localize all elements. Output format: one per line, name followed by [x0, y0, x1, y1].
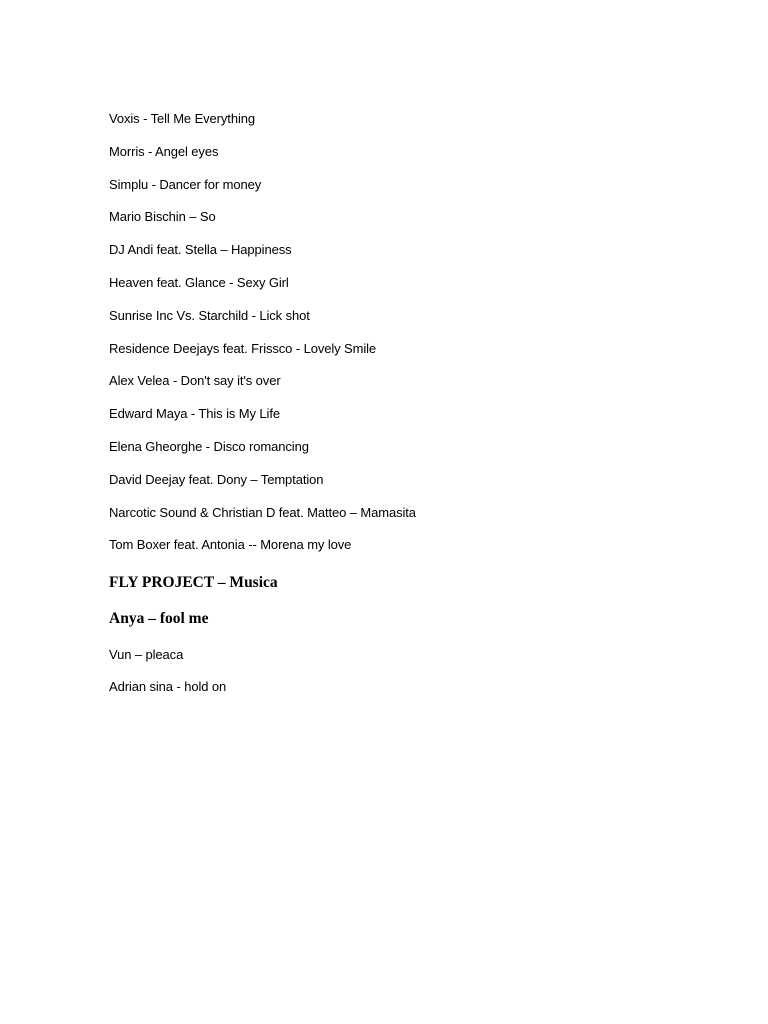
song-line: Sunrise Inc Vs. Starchild - Lick shot [109, 308, 310, 323]
song-line: Morris - Angel eyes [109, 144, 219, 159]
song-line: Vun – pleaca [109, 647, 184, 662]
song-line: Edward Maya - This is My Life [109, 406, 280, 421]
song-line: Alex Velea - Don't say it's over [109, 373, 281, 388]
heading-line: Anya – fool me [109, 610, 209, 627]
heading-line: FLY PROJECT – Musica [109, 574, 278, 591]
song-line: Adrian sina - hold on [109, 679, 227, 694]
song-line: Voxis - Tell Me Everything [109, 111, 255, 126]
song-line: Simplu - Dancer for money [109, 177, 262, 192]
song-line: Mario Bischin – So [109, 209, 216, 224]
song-line: Tom Boxer feat. Antonia -- Morena my love [109, 537, 352, 552]
song-line: Elena Gheorghe - Disco romancing [109, 439, 309, 454]
song-line: Heaven feat. Glance - Sexy Girl [109, 275, 289, 290]
song-line: DJ Andi feat. Stella – Happiness [109, 242, 292, 257]
song-line: Residence Deejays feat. Frissco - Lovely Smile [109, 341, 377, 356]
song-line: David Deejay feat. Dony – Temptation [109, 472, 324, 487]
song-line: Narcotic Sound & Christian D feat. Matteo – Mamasita [109, 505, 416, 520]
